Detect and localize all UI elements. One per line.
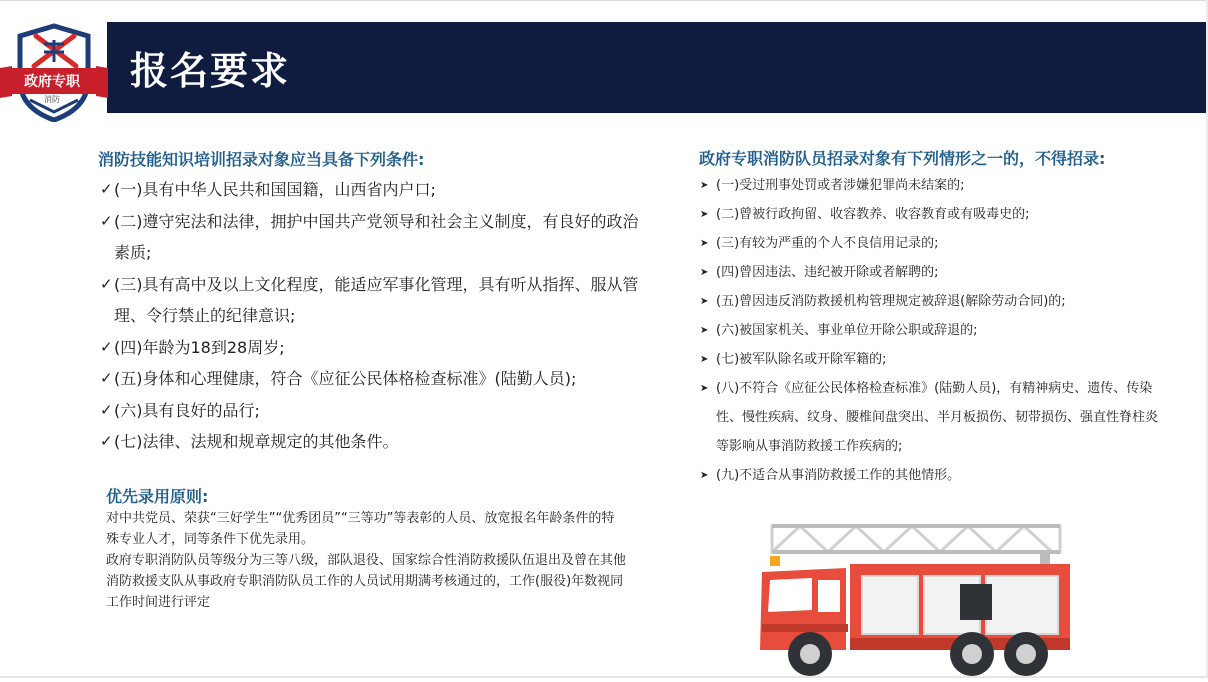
list-item (100, 395, 660, 427)
list-item (700, 345, 1170, 374)
list-item-text: (七)法律、法规和规章规定的其他条件。 (114, 432, 399, 451)
list-item-text: (一)受过刑事处罚或者涉嫌犯罪尚未结案的; (716, 178, 965, 193)
arrow-icon: ➤ (700, 470, 709, 481)
list-item (700, 374, 1170, 461)
list-item (100, 332, 660, 364)
logo-label: 政府专职 (24, 74, 80, 90)
fire-truck-illustration (750, 520, 1080, 678)
conditions-heading: 消防技能知识培训招录对象应当具备下列条件: (98, 150, 425, 169)
list-item-text: (二)遵守宪法和法律，拥护中国共产党领导和社会主义制度，有良好的政治素质; (114, 211, 639, 262)
list-item-text: (六)被国家机关、事业单位开除公职或辞退的; (716, 323, 978, 338)
list-item (700, 200, 1170, 229)
arrow-icon: ➤ (700, 383, 709, 394)
arrow-icon: ➤ (700, 238, 709, 249)
check-icon: ✓ (100, 274, 113, 293)
list-item (700, 171, 1170, 200)
check-icon: ✓ (100, 211, 113, 230)
check-icon: ✓ (100, 400, 113, 419)
list-item-text: (九)不适合从事消防救援工作的其他情形。 (716, 468, 961, 483)
slide-top-border (0, 0, 1208, 1)
fire-department-logo (0, 22, 108, 122)
conditions-list (100, 174, 660, 458)
check-icon: ✓ (100, 180, 113, 198)
fire-truck-icon (750, 520, 1080, 678)
exclusions-heading: 政府专职消防队员招录对象有下列情形之一的，不得招录: (699, 149, 1106, 168)
priority-heading: 优先录用原则: (106, 487, 209, 506)
list-item (700, 287, 1170, 316)
arrow-icon: ➤ (700, 296, 709, 307)
list-item-text: (四)曾因违法、违纪被开除或者解聘的; (716, 265, 939, 280)
arrow-icon: ➤ (700, 354, 709, 365)
list-item (700, 229, 1170, 258)
priority-paragraph: 对中共党员、荣获“三好学生”“优秀团员”“三等功”等表彰的人员、放宽报名年龄条件的特殊专业人才，同等条件下优先录用。 (106, 511, 615, 547)
list-item-text: (二)曾被行政拘留、收容教养、收容教育或有吸毒史的; (716, 207, 1030, 222)
priority-paragraph: 政府专职消防队员等级分为三等八级，部队退役、国家综合性消防救援队伍退出及曾在其他消防救援支队从事政府专职消防队员工作的人员试用期满考核通过的，工作(服役)年数视同工作时间进行评定 (106, 553, 627, 610)
list-item (700, 461, 1170, 490)
list-item (100, 426, 660, 458)
page-title: 报名要求 (130, 49, 291, 93)
exclusions-list (700, 171, 1170, 490)
list-item-text: (八)不符合《应征公民体格检查标准》(陆勤人员)，有精神病史、遗传、传染性、慢性疾病、纹身、腰椎间盘突出、半月板损伤、韧带损伤、强直性脊柱炎等影响从事消防救援工作疾病的; (716, 381, 1159, 454)
list-item (100, 174, 660, 206)
list-item-text: (三)有较为严重的个人不良信用记录的; (716, 236, 939, 251)
list-item-text: (一)具有中华人民共和国国籍，山西省内户口; (114, 180, 436, 199)
priority-text (106, 508, 626, 613)
list-item-text: (五)曾因违反消防救援机构管理规定被辞退(解除劳动合同)的; (716, 294, 1066, 309)
list-item-text: (三)具有高中及以上文化程度，能适应军事化管理，具有听从指挥、服从管理、令行禁止的纪律意识; (114, 274, 639, 325)
list-item (100, 206, 660, 269)
list-item (100, 363, 660, 395)
check-icon: ✓ (100, 337, 113, 356)
list-item (700, 258, 1170, 287)
arrow-icon: ➤ (700, 325, 709, 336)
arrow-icon: ➤ (700, 209, 709, 220)
list-item (100, 269, 660, 332)
check-icon: ✓ (100, 432, 113, 450)
list-item-text: (七)被军队除名或开除军籍的; (716, 352, 887, 367)
list-item-text: (六)具有良好的品行; (114, 400, 260, 420)
check-icon: ✓ (100, 369, 113, 387)
arrow-icon: ➤ (700, 267, 709, 278)
arrow-icon: ➤ (700, 180, 709, 191)
list-item-text: (四)年龄为18到28周岁; (114, 337, 285, 357)
list-item-text: (五)身体和心理健康，符合《应征公民体格检查标准》(陆勤人员); (114, 369, 577, 388)
logo-sublabel: 消防 (44, 95, 60, 104)
list-item (700, 316, 1170, 345)
